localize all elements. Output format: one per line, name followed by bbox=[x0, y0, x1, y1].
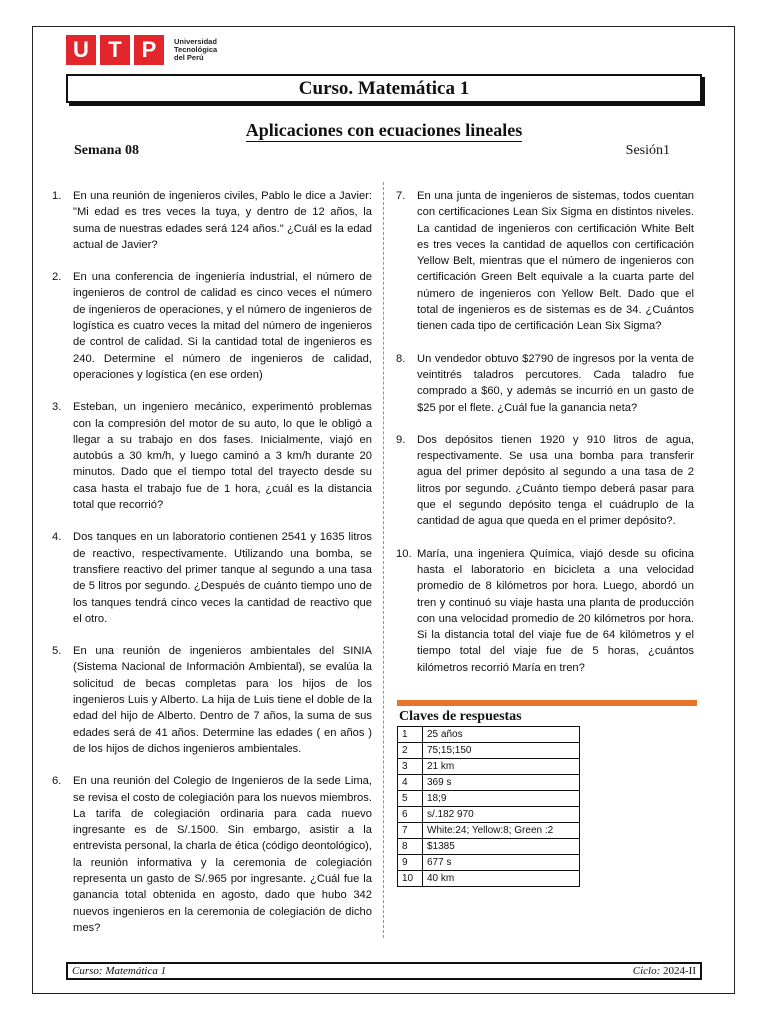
logo-letter-u: U bbox=[66, 35, 96, 65]
problem-number: 7. bbox=[396, 190, 406, 202]
problem-number: 1. bbox=[52, 190, 62, 202]
answers-table bbox=[397, 726, 580, 887]
document-title-text: Aplicaciones con ecuaciones lineales bbox=[245, 120, 523, 140]
answer-value: 677 s bbox=[423, 855, 580, 871]
page-footer bbox=[66, 962, 702, 980]
problem-text: En una reunión de ingenieros ambientales del SINIA (Sistema Nacional de Información Ambiental), se evalúa la solicitud de becas completas para los hijos de los ingenieros Luis y Alberto. La hija de Luis tiene el doble de la edad del hijo de Alberto. Dentro de 7 años, la suma de sus edades será de 41 años. Determine las edades ( en años ) de los hijos de dichos ingenieros ambientales. bbox=[73, 645, 372, 755]
problem-text: Un vendedor obtuvo $2790 de ingresos por la venta de veintitrés taladros percutores. Cada taladro fue comprado a $60, y además se incurrió en un gasto de $25 por el flete. ¿Cuál fue la ganancia neta? bbox=[417, 352, 694, 414]
problems-left-column bbox=[52, 188, 372, 952]
answer-value: $1385 bbox=[423, 839, 580, 855]
problem-item bbox=[52, 643, 372, 757]
table-row bbox=[398, 855, 580, 871]
problem-item bbox=[396, 432, 694, 530]
table-row bbox=[398, 871, 580, 887]
course-title-box bbox=[66, 74, 702, 103]
problem-text: En una conferencia de ingeniería industrial, el número de ingenieros de control de calidad es cinco veces el número de ingenieros de operaciones, y el número de ingenieros de logística es cuatro veces la mitad del número de ingenieros de control de calidad. Si la cantidad total de ingenieros es 240. Determine el número de ingenieros de calidad, operaciones y logística (en ese orden) bbox=[73, 271, 372, 381]
table-row bbox=[398, 743, 580, 759]
problem-item bbox=[396, 546, 694, 676]
footer-course-label: Curso: bbox=[72, 965, 103, 977]
answer-value: 18;9 bbox=[423, 791, 580, 807]
problem-item bbox=[396, 351, 694, 416]
problem-number: 8. bbox=[396, 352, 406, 365]
answer-value: 75;15;150 bbox=[423, 743, 580, 759]
table-row bbox=[398, 775, 580, 791]
problem-number: 6. bbox=[52, 775, 62, 788]
answer-value: 25 años bbox=[423, 727, 580, 743]
footer-cycle bbox=[633, 965, 696, 977]
logo-line: del Perú bbox=[174, 53, 204, 62]
table-row bbox=[398, 791, 580, 807]
table-row bbox=[398, 727, 580, 743]
answer-number: 10 bbox=[398, 871, 423, 887]
problem-number: 2. bbox=[52, 271, 62, 284]
answer-value: s/.182 970 bbox=[423, 807, 580, 823]
utp-logo bbox=[66, 35, 217, 65]
table-row bbox=[398, 807, 580, 823]
answer-value: 21 km bbox=[423, 759, 580, 775]
column-divider bbox=[383, 182, 384, 938]
logo-letter-p: P bbox=[134, 35, 164, 65]
answer-number: 2 bbox=[398, 743, 423, 759]
problem-text: Dos depósitos tienen 1920 y 910 litros de agua, respectivamente. Se usa una bomba para transferir agua del primer depósito al segundo a una tasa de 2 litros por segundo. ¿Cuánto tiempo deberá pasar para que el segundo depósito tenga el cuádruplo de la cantidad de agua que queda en el primer depósito?. bbox=[417, 433, 694, 528]
section-separator-bar bbox=[397, 700, 697, 706]
problem-text: En una reunión de ingenieros civiles, Pablo le dice a Javier: "Mi edad es tres veces la tuya, y dentro de 12 años, la suma de nuestras edades será 124 años." ¿Cuál es la edad actual de Javier? bbox=[73, 190, 372, 251]
answer-value: 369 s bbox=[423, 775, 580, 791]
problem-text: En una reunión del Colegio de Ingenieros de la sede Lima, se revisa el costo de colegiación para los nuevos miembros. La tarifa de colegiación ordinaria para cada nuevo ingresante es de S/.1500. Sin embargo, asistir a la entrevista personal, la charla de ética (código deontológico), la reunión informativa y la ceremonia de colegiación representa un gasto de S/.965 por ingresante. ¿Cuál fue la ganancia total obtenida en agosto, dado que hubo 342 nuevos ingenieros en la ceremonia de colegiación de dicho mes? bbox=[73, 775, 372, 934]
course-title: Curso. Matemática 1 bbox=[298, 77, 470, 99]
problem-text: En una junta de ingenieros de sistemas, todos cuentan con certificaciones Lean Six Sigma en distintos niveles. La cantidad de ingenieros con certificación White Belt es tres veces la cantidad de aquellos con certificación Yellow Belt, mientras que el número de ingenieros con certificación Green Belt equivale a la cuarta parte del número de ingenieros con Yellow Belt. Dado que el total de ingenieros es de sistemas es de 34. ¿Cuántos tienen cada tipo de certificación Lean Six Sigma? bbox=[417, 190, 694, 333]
problem-item bbox=[52, 529, 372, 627]
answer-value: 40 km bbox=[423, 871, 580, 887]
footer-cycle-label: Ciclo: bbox=[632, 965, 661, 977]
footer-cycle-value: 2024-II bbox=[663, 965, 696, 977]
answer-number: 6 bbox=[398, 807, 423, 823]
logo-letter-t: T bbox=[100, 35, 130, 65]
problem-number: 10. bbox=[396, 547, 412, 560]
problem-text: Esteban, un ingeniero mecánico, experimentó problemas con la compresión del motor de su auto, lo que le obligó a llegar a su trabajo en dos fases. Inicialmente, viajó en autobús a 30 km/h, y luego caminó a 3 km/h durante 20 minutos. Dado que el tiempo total del trayecto desde su casa hasta el trabajo fue de 1 hora, ¿cuál es la distancia total que recorrió? bbox=[73, 401, 372, 512]
answers-title: Claves de respuestas bbox=[399, 709, 522, 724]
table-row bbox=[398, 823, 580, 839]
problem-item bbox=[52, 188, 372, 253]
footer-course bbox=[72, 965, 166, 977]
problem-number: 4. bbox=[52, 531, 62, 544]
session-label: Sesión1 bbox=[625, 143, 670, 158]
table-row bbox=[398, 839, 580, 855]
table-row bbox=[398, 759, 580, 775]
logo-text bbox=[174, 38, 217, 62]
answer-number: 4 bbox=[398, 775, 423, 791]
answer-number: 7 bbox=[398, 823, 423, 839]
problem-item bbox=[52, 773, 372, 936]
answer-number: 1 bbox=[398, 727, 423, 743]
answer-number: 3 bbox=[398, 759, 423, 775]
answer-number: 5 bbox=[398, 791, 423, 807]
problem-item bbox=[396, 188, 694, 335]
problem-number: 3. bbox=[52, 401, 62, 414]
problem-number: 5. bbox=[52, 645, 62, 658]
week-label: Semana 08 bbox=[74, 143, 139, 158]
answer-number: 9 bbox=[398, 855, 423, 871]
problem-item bbox=[52, 269, 372, 383]
document-title bbox=[0, 120, 768, 141]
answer-number: 8 bbox=[398, 839, 423, 855]
footer-course-value: Matemática 1 bbox=[105, 965, 167, 977]
problem-text: María, una ingeniera Química, viajó desde su oficina hasta el laboratorio en bicicleta a una velocidad promedio de 8 kilómetros por hora. Luego, abordó un tren y continuó su viaje hasta una planta de producción con una velocidad promedio de 20 kilómetros por hora. Si la distancia total del viaje fue de 64 kilómetros y el tiempo total del viaje fue de 5 horas, ¿cuántos kilómetros recorrió María en tren? bbox=[417, 547, 694, 674]
logo-line: Tecnológica bbox=[174, 45, 218, 54]
logo-line: Universidad bbox=[174, 37, 217, 46]
answer-value: White:24; Yellow:8; Green :2 bbox=[423, 823, 580, 839]
problem-item bbox=[52, 399, 372, 513]
problem-number: 9. bbox=[396, 433, 406, 446]
problem-text: Dos tanques en un laboratorio contienen 2541 y 1635 litros de reactivo, respectivamente. Utilizando una bomba, se transfiere reactivo del primer tanque al segundo a una tasa de 5 litros por segundo. ¿Después de cuánto tiempo uno de los tanques tendrá cinco veces la cantidad de reactivo que el otro. bbox=[73, 531, 372, 625]
problems-right-column bbox=[396, 188, 694, 692]
